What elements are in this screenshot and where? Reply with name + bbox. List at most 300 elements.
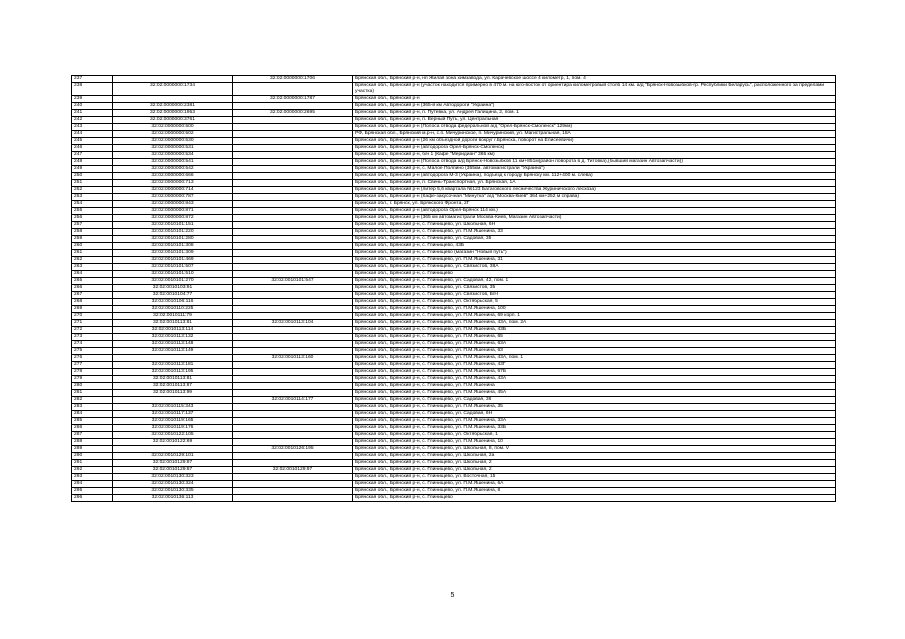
row-number-cell: 271	[72, 319, 113, 326]
row-number-cell: 292	[72, 466, 113, 473]
row-number-cell: 266	[72, 284, 113, 291]
row-number-cell: 287	[72, 431, 113, 438]
row-number-cell: 294	[72, 480, 113, 487]
related-cadastral-number-cell	[233, 179, 353, 186]
cadastral-number-cell: 32:02:0000000:871	[113, 207, 233, 214]
related-cadastral-number-cell	[233, 361, 353, 368]
registry-table	[71, 75, 836, 502]
address-cell: Брянская обл., Брянский р-н, с. Глинищево, ул. П.М.Яшенина, 43А, пом. 2А	[353, 319, 836, 326]
table-row	[72, 312, 836, 319]
table-row	[72, 193, 836, 200]
related-cadastral-number-cell	[233, 312, 353, 319]
table-row	[72, 123, 836, 130]
cadastral-number-cell: 32:02:0010130:324	[113, 480, 233, 487]
row-number-cell: 254	[72, 200, 113, 207]
address-cell: Брянская обл., Брянский р-н, с. Глинищево, ул. П.М.Яшенина, 63А	[353, 340, 836, 347]
cadastral-number-cell: 32:02:0010122:69	[113, 438, 233, 445]
cadastral-number-cell: 32:02:0010129:87	[113, 459, 233, 466]
address-cell: Брянская обл., Брянский р-н (литер 5,6 квартала №123 Батаговского лесничества Журиничского лесхоза)	[353, 186, 836, 193]
row-number-cell: 276	[72, 354, 113, 361]
cadastral-number-cell: 32:02:0010113:87	[113, 382, 233, 389]
table-row	[72, 228, 836, 235]
row-number-cell: 258	[72, 228, 113, 235]
address-cell: Брянская обл., Брянский р-н, с. Глинищево, ул. П.М.Яшенина, 8	[353, 487, 836, 494]
row-number-cell: 245	[72, 137, 113, 144]
address-cell: Брянская обл., Брянский р-н, с. Глинищево, ул. Восточная, 15	[353, 473, 836, 480]
table-row	[72, 172, 836, 179]
table-row	[72, 144, 836, 151]
address-cell: Брянская обл., Брянский р-н, с. Глинищево, ул. П.М.Яшенина, 43А, пом. 1	[353, 354, 836, 361]
related-cadastral-number-cell	[233, 298, 353, 305]
table-row	[72, 109, 836, 116]
table-row	[72, 403, 836, 410]
related-cadastral-number-cell	[233, 83, 353, 96]
table-row	[72, 382, 836, 389]
row-number-cell: 249	[72, 165, 113, 172]
address-cell: Брянская обл., Брянский р-н, с. Глинищево, ул. П.М.Яшенина, 43А	[353, 375, 836, 382]
address-cell: Брянская обл., Брянский р-н, б/н 1 (Кафе "Меридиан" 365 км)	[353, 151, 836, 158]
table-row	[72, 487, 836, 494]
cadastral-number-cell: 32:02:0010119:165	[113, 417, 233, 424]
related-cadastral-number-cell	[233, 116, 353, 123]
table-row	[72, 480, 836, 487]
table-row	[72, 102, 836, 109]
table-row	[72, 221, 836, 228]
table-row	[72, 151, 836, 158]
address-cell: Брянская обл., Брянский р-н (участок находится примерно в 470 м. на юго-восток от ориентира километровый столб 14 км. а/д "Брянск-Новозыбков-гр. Республики Беларусь", расположенного за пределами участка)	[353, 83, 836, 96]
row-number-cell: 256	[72, 214, 113, 221]
table-row	[72, 438, 836, 445]
related-cadastral-number-cell	[233, 123, 353, 130]
cadastral-number-cell: 32:02:0000000:3761	[113, 116, 233, 123]
related-cadastral-number-cell	[233, 151, 353, 158]
cadastral-number-cell: 32:02:0010122:105	[113, 431, 233, 438]
table-row	[72, 186, 836, 193]
address-cell: Брянская обл., Брянский р-н, с. Глинищево, ул. П.М.Яшенина, 65	[353, 333, 836, 340]
row-number-cell: 250	[72, 172, 113, 179]
address-cell: Брянская обл., Брянский р-н, с. Глинищево, ул. П.М.Яшенина, 6А	[353, 480, 836, 487]
table-row	[72, 319, 836, 326]
related-cadastral-number-cell: 32:02:0010101:547	[233, 277, 353, 284]
related-cadastral-number-cell	[233, 389, 353, 396]
cadastral-number-cell	[113, 95, 233, 102]
cadastral-number-cell: 32:02:0010111:79	[113, 312, 233, 319]
related-cadastral-number-cell: 32:02:0010126:195	[233, 445, 353, 452]
table-row	[72, 340, 836, 347]
related-cadastral-number-cell: 32:02:0010113:160	[233, 354, 353, 361]
related-cadastral-number-cell	[233, 158, 353, 165]
cadastral-number-cell: 32:02:0010101:309	[113, 249, 233, 256]
address-cell: Брянская обл., Брянский р-н, с. Глинищево, ул. Школьная, 2	[353, 459, 836, 466]
related-cadastral-number-cell	[233, 375, 353, 382]
table-row	[72, 291, 836, 298]
page-number: 5	[450, 592, 455, 599]
address-cell: Брянская обл., Брянский р-н, с. Глинищево, ул. П.М.Яшенина, 33Б	[353, 424, 836, 431]
related-cadastral-number-cell	[233, 368, 353, 375]
related-cadastral-number-cell: 32:02:0010114:177	[233, 396, 353, 403]
table-row	[72, 130, 836, 137]
cadastral-number-cell: 32:02:0010113:181	[113, 361, 233, 368]
address-cell: Брянская обл., Брянский р-н, с. Глинищево, 43Б	[353, 242, 836, 249]
cadastral-number-cell: 32:02:0010113:81	[113, 319, 233, 326]
cadastral-number-cell: 32:02:0010129:87	[113, 466, 233, 473]
table-row	[72, 95, 836, 102]
row-number-cell: 251	[72, 179, 113, 186]
related-cadastral-number-cell	[233, 130, 353, 137]
address-cell: Брянская обл., Брянский р-н, с. Глинищево, ул. Октябрьская, 5	[353, 298, 836, 305]
cadastral-number-cell: 32:02:0010101:507	[113, 263, 233, 270]
address-cell: Брянская обл., Брянский р-н	[353, 95, 836, 102]
table-row	[72, 459, 836, 466]
related-cadastral-number-cell	[233, 487, 353, 494]
row-number-cell: 260	[72, 242, 113, 249]
related-cadastral-number-cell	[233, 102, 353, 109]
cadastral-number-cell: 32:02:0010101:280	[113, 235, 233, 242]
address-cell: Брянская обл., Брянский р-н, с. Глинищево, ул. П.М.Яшенина, 33А	[353, 417, 836, 424]
cadastral-number-cell: 32:02:0010117:137	[113, 410, 233, 417]
address-cell: Брянская обл., Брянский р-н, с. Глинищево, ул. Садовая, 35	[353, 235, 836, 242]
cadastral-number-cell: 32:02:0010113:81	[113, 375, 233, 382]
address-cell: Брянская обл., Брянский р-н (365-й км Автодороги "Украина")	[353, 102, 836, 109]
related-cadastral-number-cell	[233, 186, 353, 193]
cadastral-number-cell	[113, 445, 233, 452]
row-number-cell: 272	[72, 326, 113, 333]
related-cadastral-number-cell	[233, 249, 353, 256]
address-cell: Брянская обл., Брянский р-н, п. Путевка, ул. Андрея Галицина, 2, пом. 1	[353, 109, 836, 116]
cadastral-number-cell: 32:02:0010101:469	[113, 256, 233, 263]
related-cadastral-number-cell	[233, 340, 353, 347]
row-number-cell: 280	[72, 382, 113, 389]
row-number-cell: 267	[72, 291, 113, 298]
row-number-cell: 291	[72, 459, 113, 466]
cadastral-number-cell: 32:02:0010101:270	[113, 277, 233, 284]
table-row	[72, 263, 836, 270]
cadastral-number-cell	[113, 396, 233, 403]
cadastral-number-cell: 32:02:0010113:195	[113, 368, 233, 375]
table-row	[72, 326, 836, 333]
table-row	[72, 116, 836, 123]
row-number-cell: 255	[72, 207, 113, 214]
related-cadastral-number-cell	[233, 459, 353, 466]
address-cell: Брянская обл., Брянский р-н, с. Глинищево, ул. П.М.Яшенина, 69 корп. 1	[353, 312, 836, 319]
table-row	[72, 396, 836, 403]
row-number-cell: 274	[72, 340, 113, 347]
row-number-cell: 263	[72, 263, 113, 270]
row-number-cell: 259	[72, 235, 113, 242]
related-cadastral-number-cell	[233, 144, 353, 151]
row-number-cell: 248	[72, 158, 113, 165]
related-cadastral-number-cell	[233, 200, 353, 207]
row-number-cell: 283	[72, 403, 113, 410]
related-cadastral-number-cell	[233, 403, 353, 410]
related-cadastral-number-cell	[233, 347, 353, 354]
address-cell: Брянская обл., Брянский р-н, с. Глинищево, ул. П.М.Яшенина, 45А	[353, 389, 836, 396]
cadastral-number-cell: 32:02:0000000:534	[113, 151, 233, 158]
address-cell: Брянская обл., Брянский р-н, п. Свень-Транспортная, ул. Брянская, 1А	[353, 179, 836, 186]
table-row	[72, 466, 836, 473]
table-row	[72, 214, 836, 221]
table-row	[72, 256, 836, 263]
table-row	[72, 179, 836, 186]
cadastral-number-cell: 32:02:0010113:114	[113, 326, 233, 333]
row-number-cell: 289	[72, 445, 113, 452]
address-cell: Брянская обл., Брянский р-н, с. Глинищево, ул. Связистов, Б/Н	[353, 291, 836, 298]
address-cell: Брянская обл., Брянский р-н (26 км объездной дороги вокруг г.Брянска, поворот на Елисеевичи)	[353, 137, 836, 144]
related-cadastral-number-cell	[233, 165, 353, 172]
address-cell: Брянская обл., Брянский р-н, с. Глинищево, ул. П.М.Яшенина, 100	[353, 305, 836, 312]
related-cadastral-number-cell	[233, 228, 353, 235]
table-row	[72, 368, 836, 375]
related-cadastral-number-cell	[233, 452, 353, 459]
cadastral-number-cell: 32:02:0010101:308	[113, 242, 233, 249]
address-cell: Брянская обл., Брянский р-н, с. Глинищево, ул. П.М.Яшенина, 10	[353, 438, 836, 445]
address-cell: Брянская обл., Брянский р-н (365 км автомагистрали Москва-Киев, Магазин Автозапчасти)	[353, 214, 836, 221]
table-row	[72, 270, 836, 277]
table-row	[72, 417, 836, 424]
row-number-cell: 246	[72, 144, 113, 151]
row-number-cell: 275	[72, 347, 113, 354]
cadastral-number-cell: 32:02:0000000:530	[113, 137, 233, 144]
table-row	[72, 235, 836, 242]
row-number-cell: 288	[72, 438, 113, 445]
cadastral-number-cell: 32:02:0010113:99	[113, 389, 233, 396]
cadastral-number-cell: 32:02:0000000:713	[113, 179, 233, 186]
row-number-cell: 239	[72, 95, 113, 102]
cadastral-number-cell: 32:02:0010101:510	[113, 270, 233, 277]
related-cadastral-number-cell	[233, 235, 353, 242]
table-row	[72, 76, 836, 83]
row-number-cell: 281	[72, 389, 113, 396]
related-cadastral-number-cell	[233, 480, 353, 487]
related-cadastral-number-cell	[233, 410, 353, 417]
address-cell: Брянская обл., Брянский р-н, с. Глинищево, ул. Связистов, 35	[353, 284, 836, 291]
row-number-cell: 264	[72, 270, 113, 277]
row-number-cell: 285	[72, 417, 113, 424]
cadastral-number-cell: 32:02:0000000:1953	[113, 109, 233, 116]
table-row	[72, 452, 836, 459]
address-cell: Брянская обл., Брянский р-н, с. Глинищево, ул. П.М.Яшенина, 35	[353, 403, 836, 410]
related-cadastral-number-cell	[233, 424, 353, 431]
table-row	[72, 137, 836, 144]
row-number-cell: 279	[72, 375, 113, 382]
related-cadastral-number-cell	[233, 438, 353, 445]
address-cell: Брянская обл., Брянский р-н, с. Глинищево, ул. Школьная, 6Н	[353, 221, 836, 228]
table-row	[72, 284, 836, 291]
row-number-cell: 269	[72, 305, 113, 312]
row-number-cell: 268	[72, 298, 113, 305]
cadastral-number-cell: 32:02:0010101:220	[113, 228, 233, 235]
row-number-cell: 270	[72, 312, 113, 319]
row-number-cell: 238	[72, 83, 113, 96]
address-cell: Брянская обл., Брянский р-н (Кафе-закусочная "Минутка" а/д "Москва-Киев" 364 км+252 м справа)	[353, 193, 836, 200]
cadastral-number-cell: 32:02:0010113:149	[113, 347, 233, 354]
cadastral-number-cell: 32:02:0010130:335	[113, 487, 233, 494]
related-cadastral-number-cell	[233, 284, 353, 291]
address-cell: Брянская обл., Брянский р-н, с. Глинищево, ул. Связистов, 38А	[353, 263, 836, 270]
address-cell: Брянская обл., Брянский р-н, с. Глинищево, ул. П.М.Яшенина, 33	[353, 228, 836, 235]
related-cadastral-number-cell	[233, 417, 353, 424]
cadastral-number-cell: 32:02:0000000:542	[113, 165, 233, 172]
cadastral-number-cell: 32:02:0010130:323	[113, 473, 233, 480]
related-cadastral-number-cell	[233, 326, 353, 333]
address-cell: Брянская обл., Брянский р-н, п. Верный Путь, ул. Центральная	[353, 116, 836, 123]
cadastral-number-cell: 32:02:0010113:132	[113, 333, 233, 340]
related-cadastral-number-cell	[233, 494, 353, 501]
registry-table-body	[72, 76, 836, 502]
address-cell: Брянская обл., Брянский р-н, с. Глинищево, ул. П.М.Яшенина	[353, 382, 836, 389]
cadastral-number-cell: 32:02:0000000:787	[113, 193, 233, 200]
related-cadastral-number-cell	[233, 172, 353, 179]
row-number-cell: 262	[72, 256, 113, 263]
related-cadastral-number-cell: 32:02:0000000:1787	[233, 95, 353, 102]
row-number-cell: 296	[72, 494, 113, 501]
row-number-cell: 290	[72, 452, 113, 459]
address-cell: Брянская обл., Брянский р-н, с. Глинищево, ул. П.М.Яшенина, 63	[353, 347, 836, 354]
cadastral-number-cell: 32:02:0010101:151	[113, 221, 233, 228]
address-cell: Брянская обл., Брянский р-н, с. Глинищево, ул. П.М.Яшенина, 67Б	[353, 368, 836, 375]
cadastral-number-cell: 32:02:0000000:531	[113, 144, 233, 151]
cadastral-number-cell: 32:02:0000000:502	[113, 130, 233, 137]
row-number-cell: 244	[72, 130, 113, 137]
cadastral-number-cell: 32:02:0000000:500	[113, 123, 233, 130]
cadastral-number-cell: 32:02:0000000:872	[113, 214, 233, 221]
cadastral-number-cell: 32:02:0000000:666	[113, 172, 233, 179]
cadastral-number-cell: 32:02:0000000:541	[113, 158, 233, 165]
related-cadastral-number-cell	[233, 221, 353, 228]
address-cell: Брянская обл., г. Брянск, ул. Брянского Фронта, 2Г	[353, 200, 836, 207]
cadastral-number-cell: 32:02:0010119:176	[113, 424, 233, 431]
related-cadastral-number-cell	[233, 193, 353, 200]
row-number-cell: 247	[72, 151, 113, 158]
table-row	[72, 473, 836, 480]
address-cell: Брянская обл., Брянский р-н, с. Глинищево, ул. Школьная, 2	[353, 466, 836, 473]
table-row	[72, 242, 836, 249]
address-cell: Брянская обл., Брянский р-н (автодорога Орел-Брянск 114 км.)	[353, 207, 836, 214]
related-cadastral-number-cell	[233, 333, 353, 340]
related-cadastral-number-cell	[233, 207, 353, 214]
address-cell: РФ, Брянская обл., Брянский м.р-н, с.п. Мичуринское, п. Мичуринский, ул. Магистральная, 18А	[353, 130, 836, 137]
row-number-cell: 282	[72, 396, 113, 403]
table-row	[72, 207, 836, 214]
related-cadastral-number-cell: 32:02:0010113:104	[233, 319, 353, 326]
table-row	[72, 249, 836, 256]
cadastral-number-cell: 32:02:0010136:113	[113, 494, 233, 501]
address-cell: Брянская обл., Брянский р-н, с. Глинищево (магазин "Новый путь")	[353, 249, 836, 256]
row-number-cell: 240	[72, 102, 113, 109]
related-cadastral-number-cell	[233, 431, 353, 438]
address-cell: Брянская обл., Брянский р-н (автодорога Орел-Брянск-Смоленск)	[353, 144, 836, 151]
row-number-cell: 273	[72, 333, 113, 340]
table-row	[72, 165, 836, 172]
related-cadastral-number-cell	[233, 291, 353, 298]
address-cell: Брянская обл., Брянский р-н, с. Глинищево	[353, 270, 836, 277]
cadastral-number-cell: 32:02:0010113:148	[113, 340, 233, 347]
table-row	[72, 83, 836, 96]
row-number-cell: 286	[72, 424, 113, 431]
related-cadastral-number-cell	[233, 137, 353, 144]
table-row	[72, 354, 836, 361]
cadastral-number-cell: 32:02:0000000:843	[113, 200, 233, 207]
row-number-cell: 293	[72, 473, 113, 480]
row-number-cell: 243	[72, 123, 113, 130]
cadastral-number-cell: 32:02:0010115:343	[113, 403, 233, 410]
row-number-cell: 295	[72, 487, 113, 494]
cadastral-number-cell: 32:02:0000000:714	[113, 186, 233, 193]
cadastral-number-cell	[113, 354, 233, 361]
table-row	[72, 410, 836, 417]
row-number-cell: 261	[72, 249, 113, 256]
table-row	[72, 361, 836, 368]
cadastral-number-cell: 32:02:0010103:91	[113, 284, 233, 291]
table-row	[72, 347, 836, 354]
address-cell: Брянская обл., Брянский р-н, с. Глинищево, ул. П.М.Яшенина, 43Г	[353, 361, 836, 368]
row-number-cell: 237	[72, 76, 113, 83]
row-number-cell: 278	[72, 368, 113, 375]
related-cadastral-number-cell	[233, 382, 353, 389]
table-row	[72, 158, 836, 165]
related-cadastral-number-cell	[233, 242, 353, 249]
address-cell: Брянская обл., Брянский р-н, с. Глинищево, ул. Октябрьская, 1	[353, 431, 836, 438]
table-row	[72, 333, 836, 340]
address-cell: Брянская обл., Брянский р-н, с. Глинищево, ул. Садовая, 36	[353, 396, 836, 403]
related-cadastral-number-cell	[233, 263, 353, 270]
row-number-cell: 252	[72, 186, 113, 193]
table-row	[72, 298, 836, 305]
table-row	[72, 389, 836, 396]
table-row	[72, 431, 836, 438]
address-cell: Брянская обл., Брянский р-н, с. Глинищево, ул. Школьная, 2а	[353, 452, 836, 459]
table-row	[72, 445, 836, 452]
related-cadastral-number-cell	[233, 473, 353, 480]
row-number-cell: 257	[72, 221, 113, 228]
cadastral-number-cell: 32:02:0000000:2381	[113, 102, 233, 109]
cadastral-number-cell	[113, 76, 233, 83]
row-number-cell: 253	[72, 193, 113, 200]
related-cadastral-number-cell	[233, 270, 353, 277]
table-row	[72, 305, 836, 312]
cadastral-number-cell: 32:02:0010110:225	[113, 305, 233, 312]
address-cell: Брянская обл., Брянский р-н, с. Малое Полпино (355км. автомагистрали "Украина")	[353, 165, 836, 172]
address-cell: Брянская обл., Брянский р-н, с. Глинищево, ул. П.М.Яшенина, 43Б	[353, 326, 836, 333]
related-cadastral-number-cell: 32:02:0010129:97	[233, 466, 353, 473]
address-cell: Брянская обл., Брянский р-н, с. Глинищево, ул. Школьная, 8, пом. V	[353, 445, 836, 452]
row-number-cell: 284	[72, 410, 113, 417]
cadastral-number-cell: 32:02:0010106:116	[113, 298, 233, 305]
related-cadastral-number-cell: 32:02:0000000:1706	[233, 76, 353, 83]
row-number-cell: 241	[72, 109, 113, 116]
cadastral-number-cell: 32:02:0000000:1734	[113, 83, 233, 96]
address-cell: Брянская обл., Брянский р-н, нп Жилая зона химзавода, ул. Карачевское шоссе 4 километр, 1, пом. 4	[353, 76, 836, 83]
address-cell: Брянская обл., Брянский р-н (Полоса отвода а/д Брянск-Новозыбков 11 км+851м(район поворота в д. Титовка),(бывший магазин Автозапчасти))	[353, 158, 836, 165]
row-number-cell: 277	[72, 361, 113, 368]
row-number-cell: 242	[72, 116, 113, 123]
table-row	[72, 375, 836, 382]
table-row	[72, 277, 836, 284]
table-row	[72, 424, 836, 431]
related-cadastral-number-cell: 32:02:0000000:2695	[233, 109, 353, 116]
address-cell: Брянская обл., Брянский р-н (автодорога М-3 (Украина), подъезд к городу Брянску км. 112+400 м. слева)	[353, 172, 836, 179]
address-cell: Брянская обл., Брянский р-н, с. Глинищево, ул. П.М.Яшенина, 31	[353, 256, 836, 263]
related-cadastral-number-cell	[233, 305, 353, 312]
row-number-cell: 265	[72, 277, 113, 284]
table-row	[72, 200, 836, 207]
cadastral-number-cell: 32:02:0010104:77	[113, 291, 233, 298]
related-cadastral-number-cell	[233, 214, 353, 221]
address-cell: Брянская обл., Брянский р-н, с. Глинищево, ул. Садовая, 6Н	[353, 410, 836, 417]
address-cell: Брянская обл., Брянский р-н, с. Глинищево	[353, 494, 836, 501]
address-cell: Брянская обл., Брянский р-н (Полоса отвода федеральной а/д "Орел-Брянск-Смоленск" 129км)	[353, 123, 836, 130]
related-cadastral-number-cell	[233, 256, 353, 263]
